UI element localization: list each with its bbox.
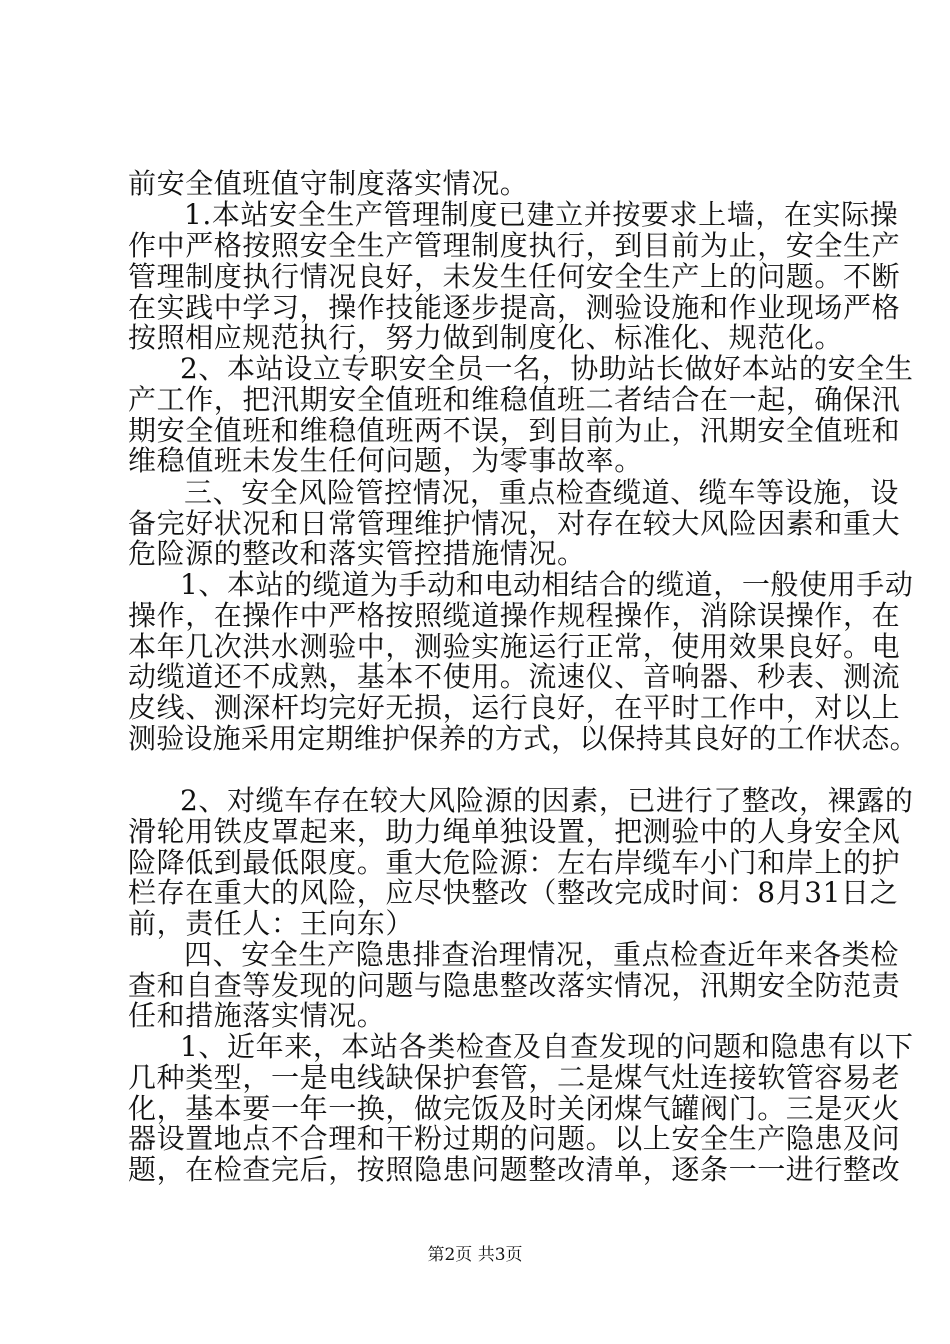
text-line-7: 2、本站设立专职安全员一名，协助站长做好本站的安全生 (180, 352, 914, 385)
text-line-15: 操作，在操作中严格按照缆道操作规程操作，消除误操作，在 (128, 599, 901, 632)
text-line-11: 三、安全风险管控情况，重点检查缆道、缆车等设施，设 (184, 476, 900, 509)
text-line-19: 测验设施采用定期维护保养的方式，以保持其良好的工作状态。 (128, 722, 918, 755)
text-line-20: 2、对缆车存在较大风险源的因素，已进行了整改，裸露的 (180, 784, 914, 817)
text-line-3: 作中严格按照安全生产管理制度执行，到目前为止，安全生产 (128, 229, 901, 262)
text-line-29: 几种类型，一是电线缺保护套管，二是煤气灶连接软管容易老 (128, 1061, 901, 1094)
text-line-16: 本年几次洪水测验中，测验实施运行正常，使用效果良好。电 (128, 630, 901, 663)
text-line-8: 产工作，把汛期安全值班和维稳值班二者结合在一起，确保汛 (128, 383, 901, 416)
text-line-4: 管理制度执行情况良好，未发生任何安全生产上的问题。不断 (128, 260, 901, 293)
text-line-2: 1.本站安全生产管理制度已建立并按要求上墙，在实际操 (184, 198, 899, 231)
text-line-32: 题，在检查完后，按照隐患问题整改清单，逐条一一进行整改 (128, 1153, 901, 1186)
text-line-30: 化，基本要一年一换，做完饭及时关闭煤气罐阀门。三是灭火 (128, 1092, 901, 1125)
text-line-9: 期安全值班和维稳值班两不误，到目前为止，汛期安全值班和 (128, 414, 901, 447)
page-footer: 第2页 共3页 (427, 1245, 523, 1265)
text-line-1: 前安全值班值守制度落实情况。 (128, 167, 529, 200)
text-line-24: 前，责任人：王向东） (128, 907, 415, 940)
text-line-21: 滑轮用铁皮罩起来，助力绳单独设置，把测验中的人身安全风 (128, 815, 901, 848)
text-line-25: 四、安全生产隐患排查治理情况，重点检查近年来各类检 (184, 938, 900, 971)
text-line-22: 险降低到最低限度。重大危险源：左右岸缆车小门和岸上的护 (128, 846, 901, 879)
text-line-12: 备完好状况和日常管理维护情况，对存在较大风险因素和重大 (128, 507, 901, 540)
text-line-31: 器设置地点不合理和干粉过期的问题。以上安全生产隐患及问 (128, 1122, 901, 1155)
text-line-28: 1、近年来，本站各类检查及自查发现的问题和隐患有以下 (180, 1030, 914, 1063)
text-line-26: 查和自查等发现的问题与隐患整改落实情况，汛期安全防范责 (128, 969, 901, 1002)
text-line-14: 1、本站的缆道为手动和电动相结合的缆道，一般使用手动 (180, 568, 914, 601)
text-line-5: 在实践中学习，操作技能逐步提高，测验设施和作业现场严格 (128, 291, 901, 324)
text-line-17: 动缆道还不成熟，基本不使用。流速仪、音响器、秒表、测流 (128, 660, 901, 693)
text-line-23: 栏存在重大的风险，应尽快整改（整改完成时间：8月31日之 (128, 876, 899, 909)
text-line-18: 皮线、测深杆均完好无损，运行良好，在平时工作中，对以上 (128, 691, 901, 724)
text-line-27: 任和措施落实情况。 (128, 999, 386, 1032)
text-line-13: 危险源的整改和落实管控措施情况。 (128, 537, 586, 570)
text-line-6: 按照相应规范执行，努力做到制度化、标准化、规范化。 (128, 321, 844, 354)
text-line-10: 维稳值班未发生任何问题，为零事故率。 (128, 444, 643, 477)
